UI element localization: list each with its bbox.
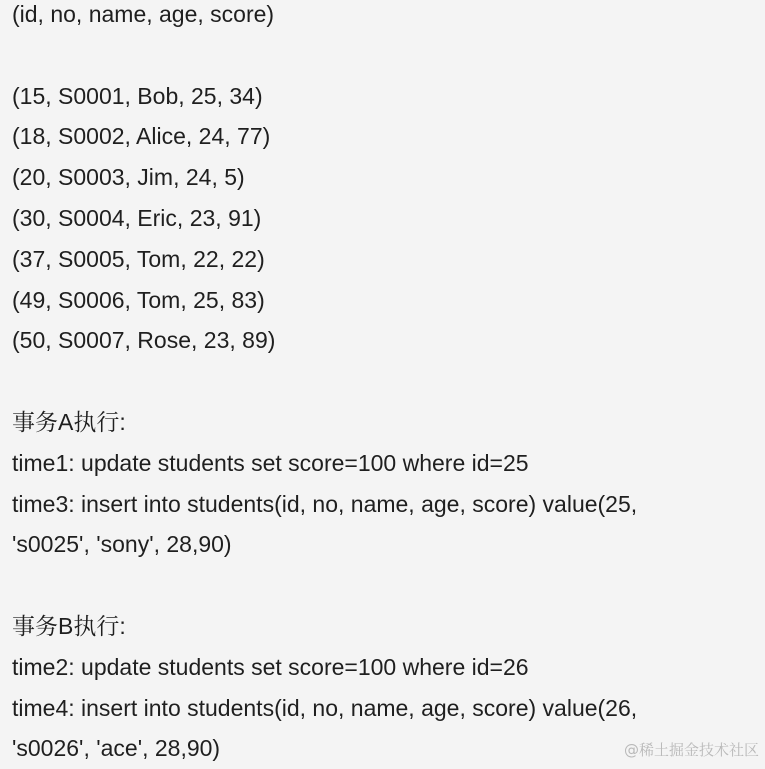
table-row: (20, S0003, Jim, 24, 5) — [12, 164, 245, 191]
table-row: (18, S0002, Alice, 24, 77) — [12, 123, 271, 150]
transaction-b-title: 事务B执行: — [12, 612, 126, 639]
transaction-a-line: 's0025', 'sony', 28,90) — [12, 531, 232, 558]
blank-line — [12, 565, 757, 606]
transaction-b-line: 's0026', 'ace', 28,90) — [12, 735, 221, 762]
blank-line — [12, 361, 757, 402]
transaction-a-line: time1: update students set score=100 where id=25 — [12, 449, 529, 476]
table-columns-line: (id, no, name, age, score) — [12, 1, 275, 27]
table-row: (30, S0004, Eric, 23, 91) — [12, 204, 262, 231]
transaction-b-line: time2: update students set score=100 where id=26 — [12, 653, 529, 680]
watermark: @稀土掘金技术社区 — [623, 741, 759, 759]
table-row: (15, S0001, Bob, 25, 34) — [12, 82, 263, 109]
transaction-b-line: time4: insert into students(id, no, name, age, score) value(26, — [12, 694, 638, 721]
blank-line — [12, 35, 757, 76]
transaction-a-line: time3: insert into students(id, no, name, age, score) value(25, — [12, 490, 638, 517]
table-row: (37, S0005, Tom, 22, 22) — [12, 245, 265, 272]
table-row: (49, S0006, Tom, 25, 83) — [12, 286, 265, 313]
transaction-a-title: 事务A执行: — [12, 408, 126, 435]
document-body — [12, 0, 757, 769]
table-row: (50, S0007, Rose, 23, 89) — [12, 327, 276, 354]
